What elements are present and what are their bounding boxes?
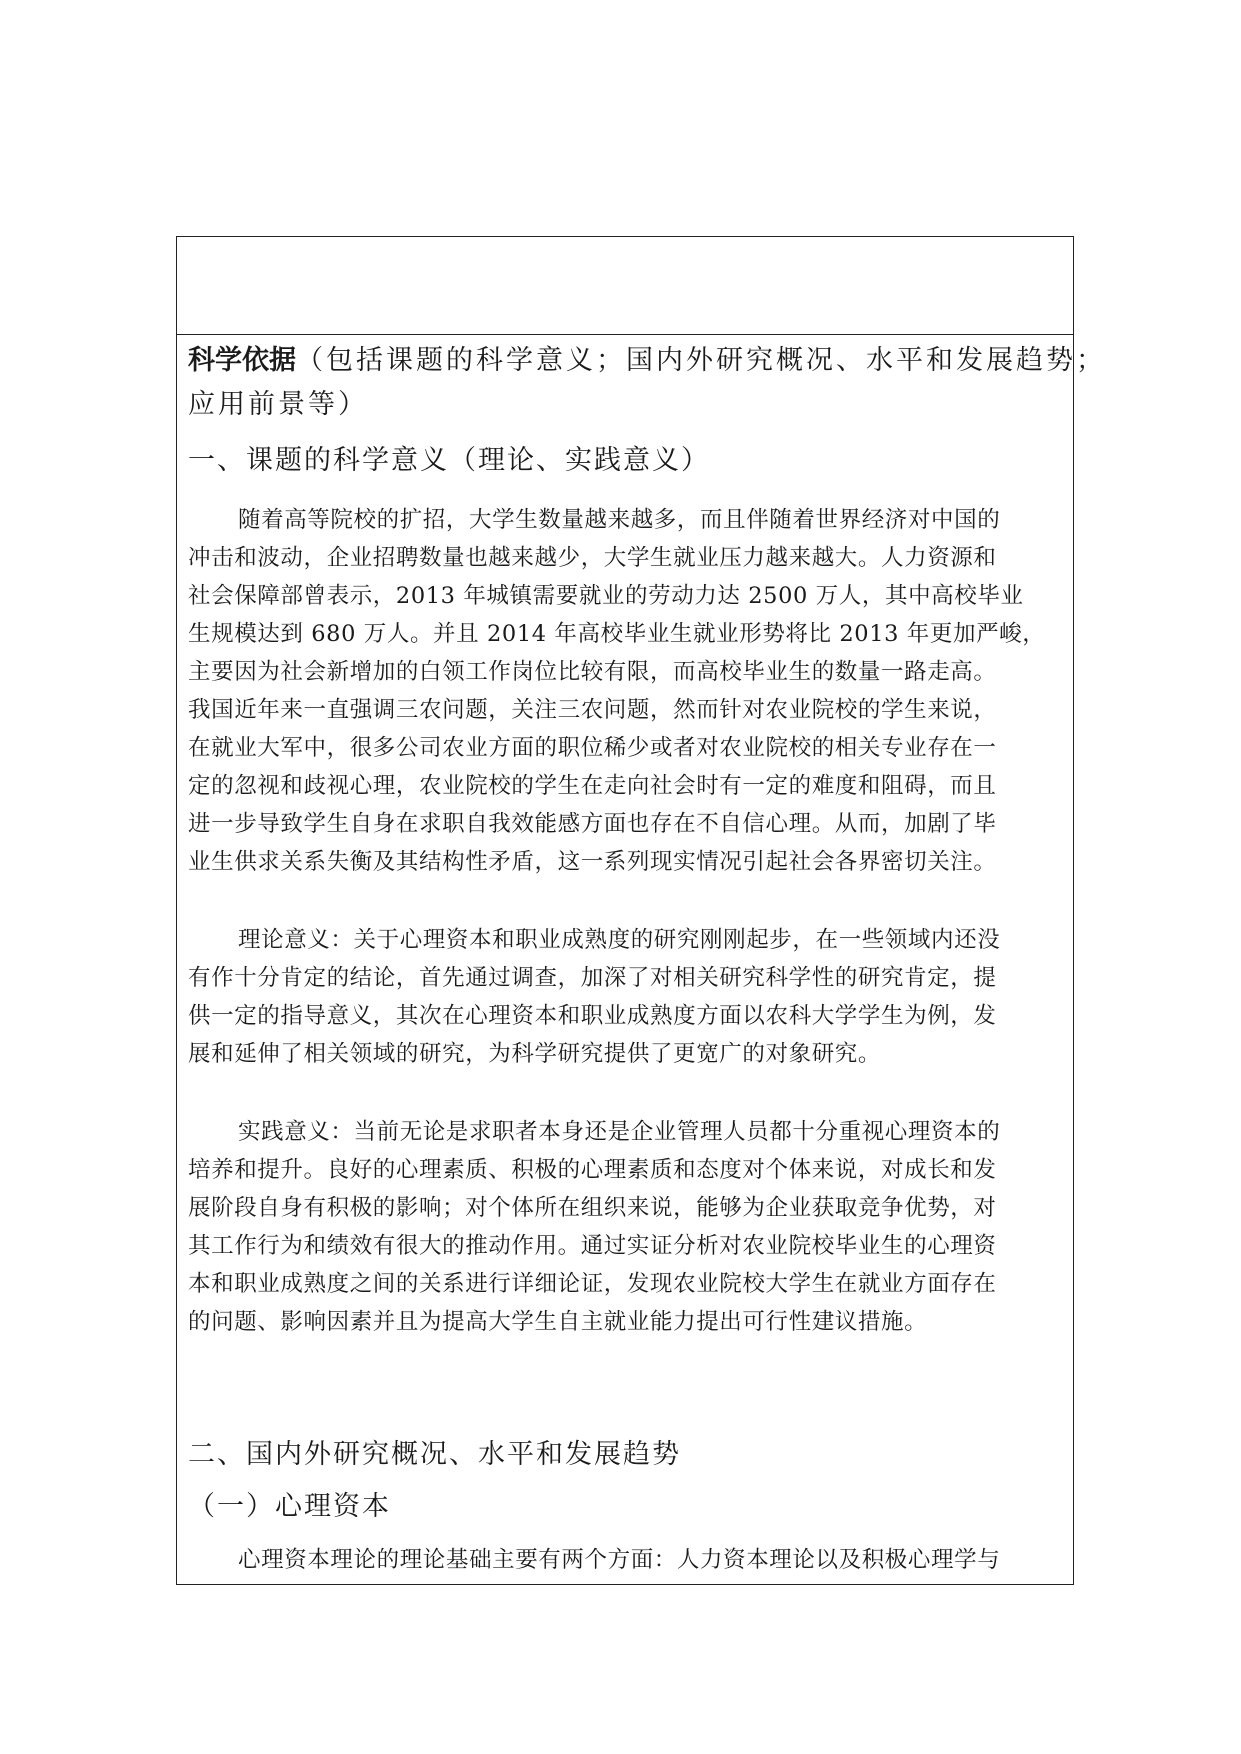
section2-title: 二、国内外研究概况、水平和发展趋势 (188, 1439, 681, 1470)
para2-line: 供一定的指导意义，其次在心理资本和职业成熟度方面以农科大学学生为例，发 (188, 1003, 997, 1029)
para2-line: 展和延伸了相关领域的研究，为科学研究提供了更宽广的对象研究。 (188, 1041, 882, 1067)
section2-sub1-title: （一）心理资本 (188, 1491, 391, 1522)
para2-line: 有作十分肯定的结论，首先通过调查，加深了对相关研究科学性的研究肯定，提 (188, 965, 997, 991)
para3-line: 其工作行为和绩效有很大的推动作用。通过实证分析对农业院校毕业生的心理资 (188, 1233, 997, 1259)
science-basis-paren-line1: （包括课题的科学意义；国内外研究概况、水平和发展趋势； (296, 345, 1106, 376)
section2-sub1-line: 心理资本理论的理论基础主要有两个方面：人力资本理论以及积极心理学与 (238, 1547, 1001, 1573)
science-basis-label: 科学依据 (188, 345, 296, 376)
para1-line: 冲击和波动，企业招聘数量也越来越少，大学生就业压力越来越大。人力资源和 (188, 545, 997, 571)
science-basis-heading (188, 338, 1106, 377)
section1-title: 一、课题的科学意义（理论、实践意义） (188, 445, 710, 476)
empty-top-cell (177, 237, 1073, 335)
para1-line: 主要因为社会新增加的白领工作岗位比较有限，而高校毕业生的数量一路走高。 (188, 659, 997, 685)
science-basis-paren-line2: 应用前景等） (188, 389, 368, 420)
para1-line: 定的忽视和歧视心理，农业院校的学生在走向社会时有一定的难度和阻碍，而且 (188, 773, 997, 799)
para2-line: 理论意义：关于心理资本和职业成熟度的研究刚刚起步，在一些领域内还没 (238, 927, 1001, 953)
para3-line: 培养和提升。良好的心理素质、积极的心理素质和态度对个体来说，对成长和发 (188, 1157, 997, 1183)
para1-line: 社会保障部曾表示，2013 年城镇需要就业的劳动力达 2500 万人，其中高校毕业 (188, 583, 1024, 609)
para1-line: 随着高等院校的扩招，大学生数量越来越多，而且伴随着世界经济对中国的 (238, 507, 1001, 533)
para3-line: 实践意义：当前无论是求职者本身还是企业管理人员都十分重视心理资本的 (238, 1119, 1001, 1145)
para1-line: 业生供求关系失衡及其结构性矛盾，这一系列现实情况引起社会各界密切关注。 (188, 849, 997, 875)
para3-line: 的问题、影响因素并且为提高大学生自主就业能力提出可行性建议措施。 (188, 1309, 928, 1335)
para1-line: 进一步导致学生自身在求职自我效能感方面也存在不自信心理。从而，加剧了毕 (188, 811, 997, 837)
para3-line: 展阶段自身有积极的影响；对个体所在组织来说，能够为企业获取竞争优势，对 (188, 1195, 997, 1221)
para1-line: 生规模达到 680 万人。并且 2014 年高校毕业生就业形势将比 2013 年更加严峻， (188, 621, 1046, 647)
para1-line: 我国近年来一直强调三农问题，关注三农问题，然而针对农业院校的学生来说， (188, 697, 997, 723)
para1-line: 在就业大军中，很多公司农业方面的职位稀少或者对农业院校的相关专业存在一 (188, 735, 997, 761)
para3-line: 本和职业成熟度之间的关系进行详细论证，发现农业院校大学生在就业方面存在 (188, 1271, 997, 1297)
